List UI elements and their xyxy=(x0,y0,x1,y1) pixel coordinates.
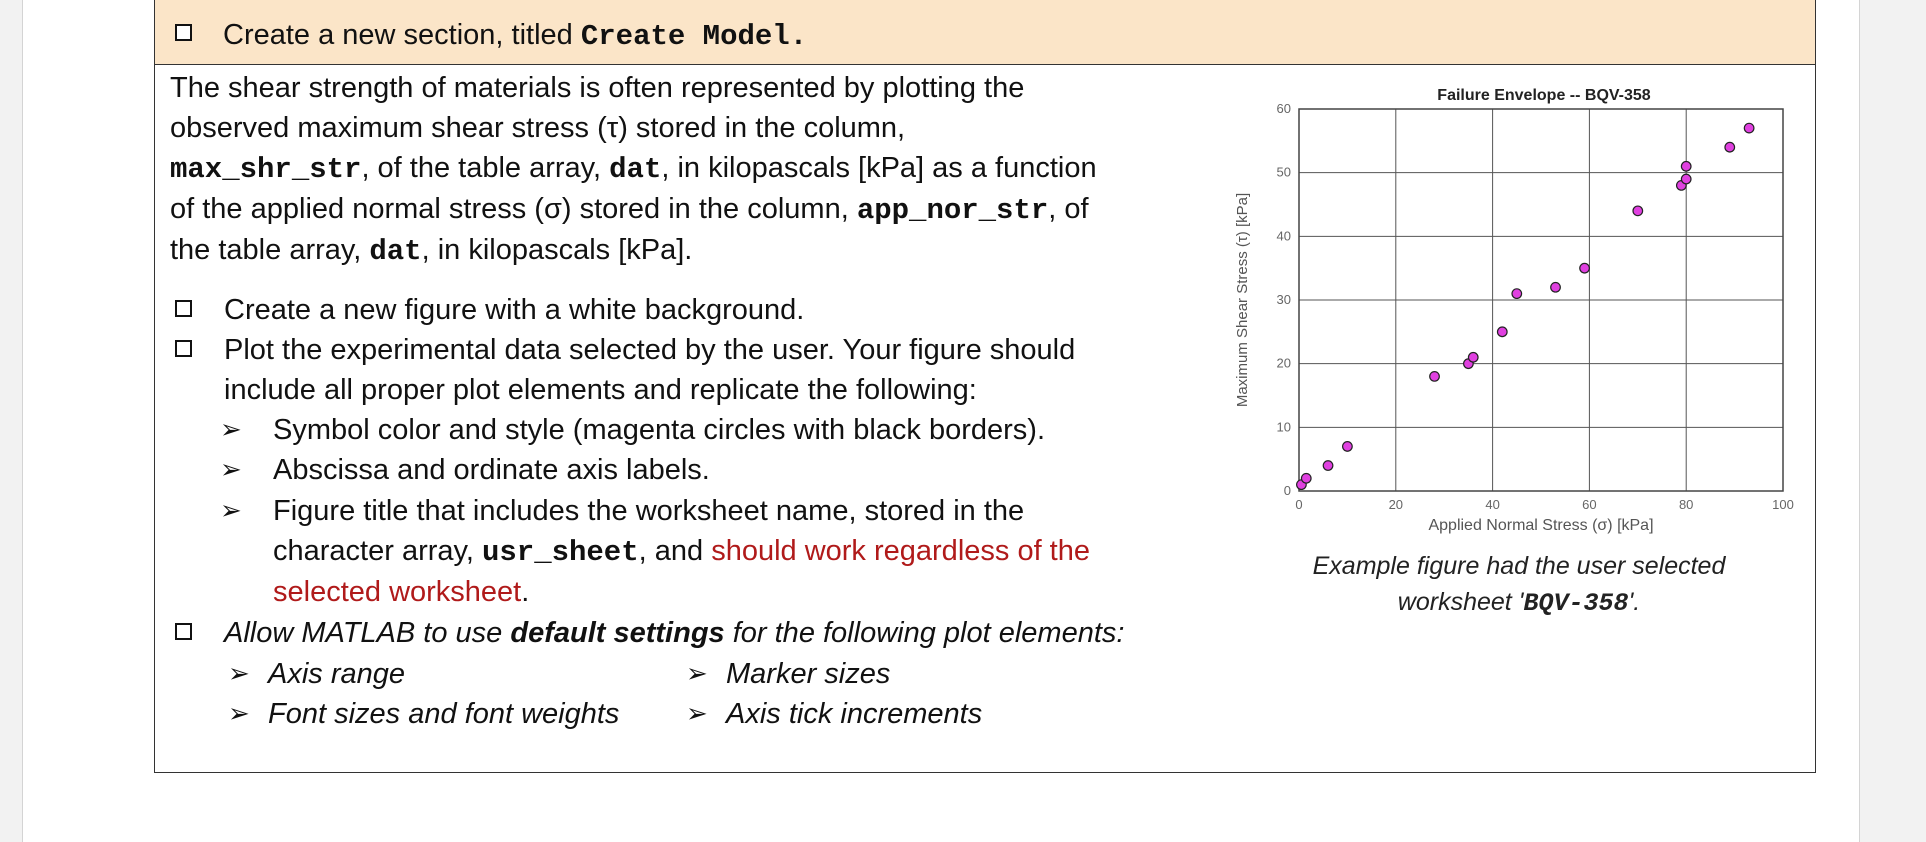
sub-item-1: Symbol color and style (magenta circles with black borders). xyxy=(273,414,1046,446)
data-point xyxy=(1343,442,1353,452)
task-2-line-1: Plot the experimental data selected by the user. Your figure should xyxy=(224,334,1076,366)
y-tick-label: 20 xyxy=(1276,355,1291,371)
x-axis-label: Applied Normal Stress (σ) [kPa] xyxy=(1428,517,1654,534)
y-tick-label: 60 xyxy=(1276,101,1291,116)
checkbox-task-2[interactable] xyxy=(175,340,192,357)
chart-grid xyxy=(1299,109,1783,491)
arrow-bullet-icon: ➢ xyxy=(686,658,708,688)
arrow-bullet-icon: ➢ xyxy=(220,414,242,444)
data-point xyxy=(1301,473,1311,483)
chart-title: Failure Envelope -- BQV-358 xyxy=(1437,87,1651,104)
paragraph-line-4: of the applied normal stress (σ) stored in the column, app_nor_str, of xyxy=(170,193,1089,227)
data-point xyxy=(1681,174,1691,184)
checkbox-task-3[interactable] xyxy=(175,623,192,640)
arrow-bullet-icon: ➢ xyxy=(220,454,242,484)
sub-item-3-line-3: selected worksheet. xyxy=(273,576,530,608)
failure-envelope-chart xyxy=(1175,72,1795,542)
arrow-bullet-icon: ➢ xyxy=(228,698,250,728)
chart-points xyxy=(1297,123,1754,489)
section-name: Create Model xyxy=(580,20,790,53)
arrow-bullet-icon: ➢ xyxy=(686,698,708,728)
task-box xyxy=(154,0,1816,773)
data-point xyxy=(1551,282,1561,292)
x-tick-label: 80 xyxy=(1678,497,1694,512)
figure-caption-line-2: worksheet 'BQV-358'. xyxy=(1397,588,1641,618)
y-tick-label: 0 xyxy=(1283,483,1291,498)
x-tick-label: 20 xyxy=(1388,497,1404,512)
default-item-marker-sizes: Marker sizes xyxy=(726,658,891,690)
paragraph-line-3: max_shr_str, of the table array, dat, in kilopascals [kPa] as a function xyxy=(170,152,1097,186)
section-header xyxy=(155,0,1815,65)
y-tick-label: 40 xyxy=(1276,228,1291,244)
checkbox[interactable] xyxy=(175,24,192,41)
paragraph-line-1: The shear strength of materials is often represented by plotting the xyxy=(170,72,1025,104)
x-tick-label: 40 xyxy=(1485,497,1500,512)
figure-caption-line-1: Example figure had the user selected xyxy=(1312,552,1726,580)
data-point xyxy=(1430,372,1440,382)
y-axis-label: Maximum Shear Stress (τ) [kPa] xyxy=(1234,192,1251,408)
sub-item-3-line-1: Figure title that includes the worksheet name, stored in the xyxy=(273,495,1025,527)
checkbox-task-1[interactable] xyxy=(175,300,192,317)
x-tick-label: 60 xyxy=(1582,497,1597,512)
data-point xyxy=(1633,206,1643,216)
data-point xyxy=(1497,327,1507,337)
task-2-line-2: include all proper plot elements and replicate the following: xyxy=(224,374,977,406)
x-tick-label: 0 xyxy=(1295,497,1303,512)
paragraph-line-2: observed maximum shear stress (τ) stored in the column, xyxy=(170,112,906,144)
task-1-text: Create a new figure with a white background. xyxy=(224,294,805,326)
data-point xyxy=(1512,289,1522,299)
header-text: Create a new section, titled Create Model. xyxy=(223,19,808,53)
y-tick-label: 30 xyxy=(1276,292,1291,307)
data-point xyxy=(1681,162,1691,172)
data-point xyxy=(1744,123,1754,133)
sub-item-2: Abscissa and ordinate axis labels. xyxy=(273,454,710,486)
default-item-axis-range: Axis range xyxy=(268,658,406,690)
y-tick-label: 50 xyxy=(1276,164,1291,180)
arrow-bullet-icon: ➢ xyxy=(228,658,250,688)
data-point xyxy=(1580,263,1590,273)
data-point xyxy=(1725,142,1735,152)
paragraph-line-5: the table array, dat, in kilopascals [kPa]. xyxy=(170,234,693,268)
y-tick-label: 10 xyxy=(1276,419,1291,435)
document-page xyxy=(22,0,1860,842)
default-item-tick-increments: Axis tick increments xyxy=(726,698,983,730)
data-point xyxy=(1468,353,1478,363)
chart-ticks xyxy=(1277,101,1794,512)
sub-item-3-line-2: character array, usr_sheet, and should work regardless of the xyxy=(273,535,1090,569)
default-item-font-sizes: Font sizes and font weights xyxy=(268,698,620,730)
x-tick-label: 100 xyxy=(1772,497,1794,512)
data-point xyxy=(1323,461,1333,471)
arrow-bullet-icon: ➢ xyxy=(220,495,242,525)
task-3-text: Allow MATLAB to use default settings for the following plot elements: xyxy=(224,617,1125,649)
